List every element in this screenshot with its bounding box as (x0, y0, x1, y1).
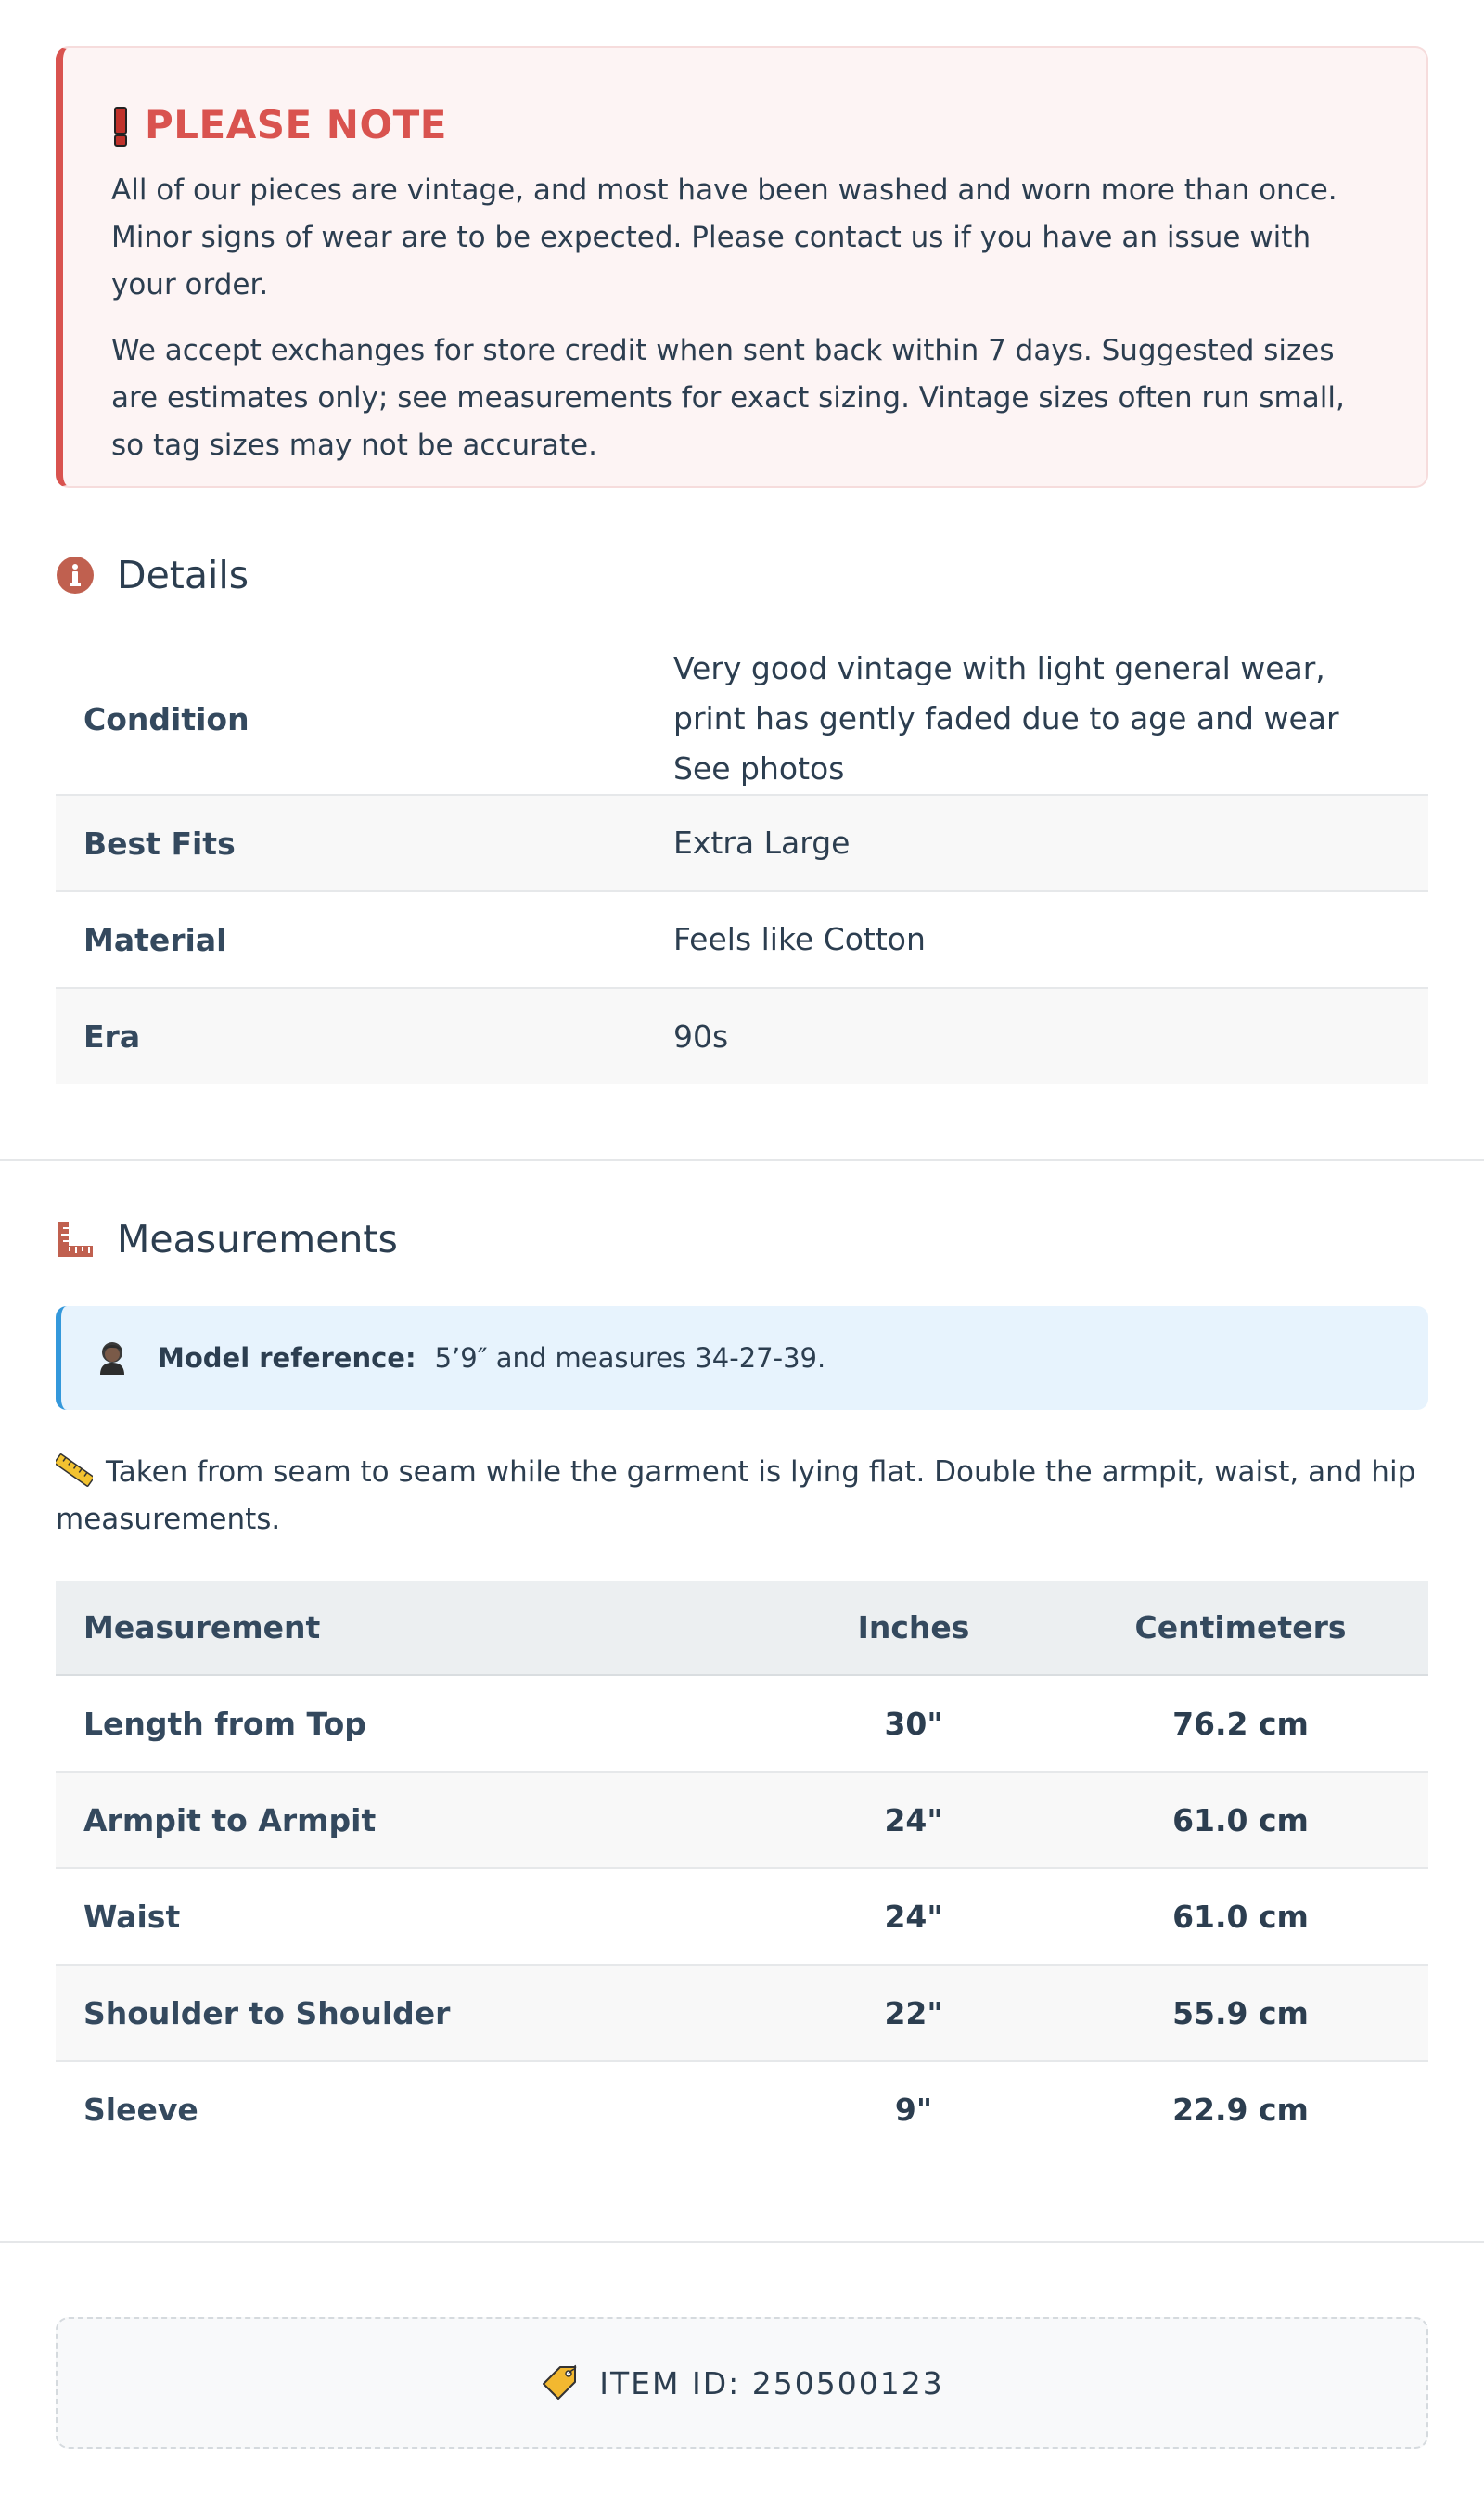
model-reference-text: 5’9″ and measures 34-27-39. (434, 1342, 826, 1374)
details-table (56, 644, 1428, 1084)
table-row (56, 1772, 1428, 1868)
details-label: Condition (83, 700, 249, 737)
column-header: Centimeters (1053, 1581, 1428, 1675)
column-header: Measurement (56, 1581, 774, 1675)
measurement-name: Waist (56, 1868, 774, 1965)
person-icon (96, 1339, 128, 1377)
details-value: Extra Large (673, 825, 851, 861)
details-label: Era (83, 1018, 141, 1055)
exclamation-icon (111, 107, 124, 142)
column-header: Inches (774, 1581, 1053, 1675)
measurement-cm: 61.0 cm (1053, 1772, 1428, 1868)
measurement-inches: 24" (774, 1772, 1053, 1868)
details-label: Best Fits (83, 825, 236, 862)
details-value: 90s (673, 1018, 729, 1055)
straight-ruler-icon (56, 1453, 93, 1487)
details-row-condition (56, 644, 1428, 795)
measurement-name: Shoulder to Shoulder (56, 1965, 774, 2061)
item-id-box (56, 2317, 1428, 2449)
model-reference-box (56, 1306, 1428, 1410)
measurements-header-row (56, 1581, 1428, 1675)
notice-paragraph-2: We accept exchanges for store credit when sent back within 7 days. Suggested sizes are estimates only; see measurements for exact sizing. Vintage sizes often run small, so tag sizes may not be accurate. (111, 334, 1345, 462)
tag-icon (540, 2363, 579, 2402)
measurement-instructions (56, 1449, 1428, 1543)
measurement-cm: 76.2 cm (1053, 1675, 1428, 1772)
details-row-material (56, 891, 1428, 988)
table-row (56, 1868, 1428, 1965)
table-row (56, 1675, 1428, 1772)
model-reference-label: Model reference: (158, 1342, 416, 1374)
please-note-box (56, 46, 1428, 488)
instructions-text: Taken from seam to seam while the garment is lying flat. Double the armpit, waist, and hip measurements. (56, 1455, 1416, 1536)
notice-title: PLEASE NOTE (145, 101, 447, 147)
section-divider (0, 1159, 1484, 1161)
measurement-cm: 22.9 cm (1172, 2092, 1309, 2128)
measurement-cm: 55.9 cm (1053, 1965, 1428, 2061)
measurement-inches: 9" (894, 2092, 933, 2128)
details-label: Material (83, 921, 227, 958)
details-value: Very good vintage with light general wear, print has gently faded due to age and wear See photos (673, 650, 1339, 787)
details-value: Feels like Cotton (673, 921, 926, 957)
table-row (56, 2061, 1428, 2158)
info-icon (56, 556, 95, 595)
notice-paragraph-1: All of our pieces are vintage, and most have been washed and worn more than once. Minor signs of wear are to be expected. Please contact us if you have an issue with your order. (111, 173, 1337, 301)
notice-title-row (111, 102, 1380, 147)
measurements-table (56, 1581, 1428, 2158)
item-id-label: ITEM ID: 250500123 (599, 2364, 944, 2401)
measurement-name: Sleeve (83, 2092, 198, 2128)
measurement-inches: 22" (774, 1965, 1053, 2061)
measurement-cm: 61.0 cm (1053, 1868, 1428, 1965)
measurements-heading-row (56, 1217, 398, 1261)
details-heading: Details (117, 553, 249, 597)
measurement-inches: 30" (774, 1675, 1053, 1772)
section-divider (0, 2241, 1484, 2243)
ruler-icon (56, 1220, 95, 1259)
details-heading-row (56, 553, 249, 597)
details-row-best-fits (56, 795, 1428, 891)
measurement-name: Length from Top (56, 1675, 774, 1772)
table-row (56, 1965, 1428, 2061)
details-row-era (56, 988, 1428, 1084)
measurement-inches: 24" (774, 1868, 1053, 1965)
measurements-heading: Measurements (117, 1217, 398, 1261)
measurement-name: Armpit to Armpit (56, 1772, 774, 1868)
